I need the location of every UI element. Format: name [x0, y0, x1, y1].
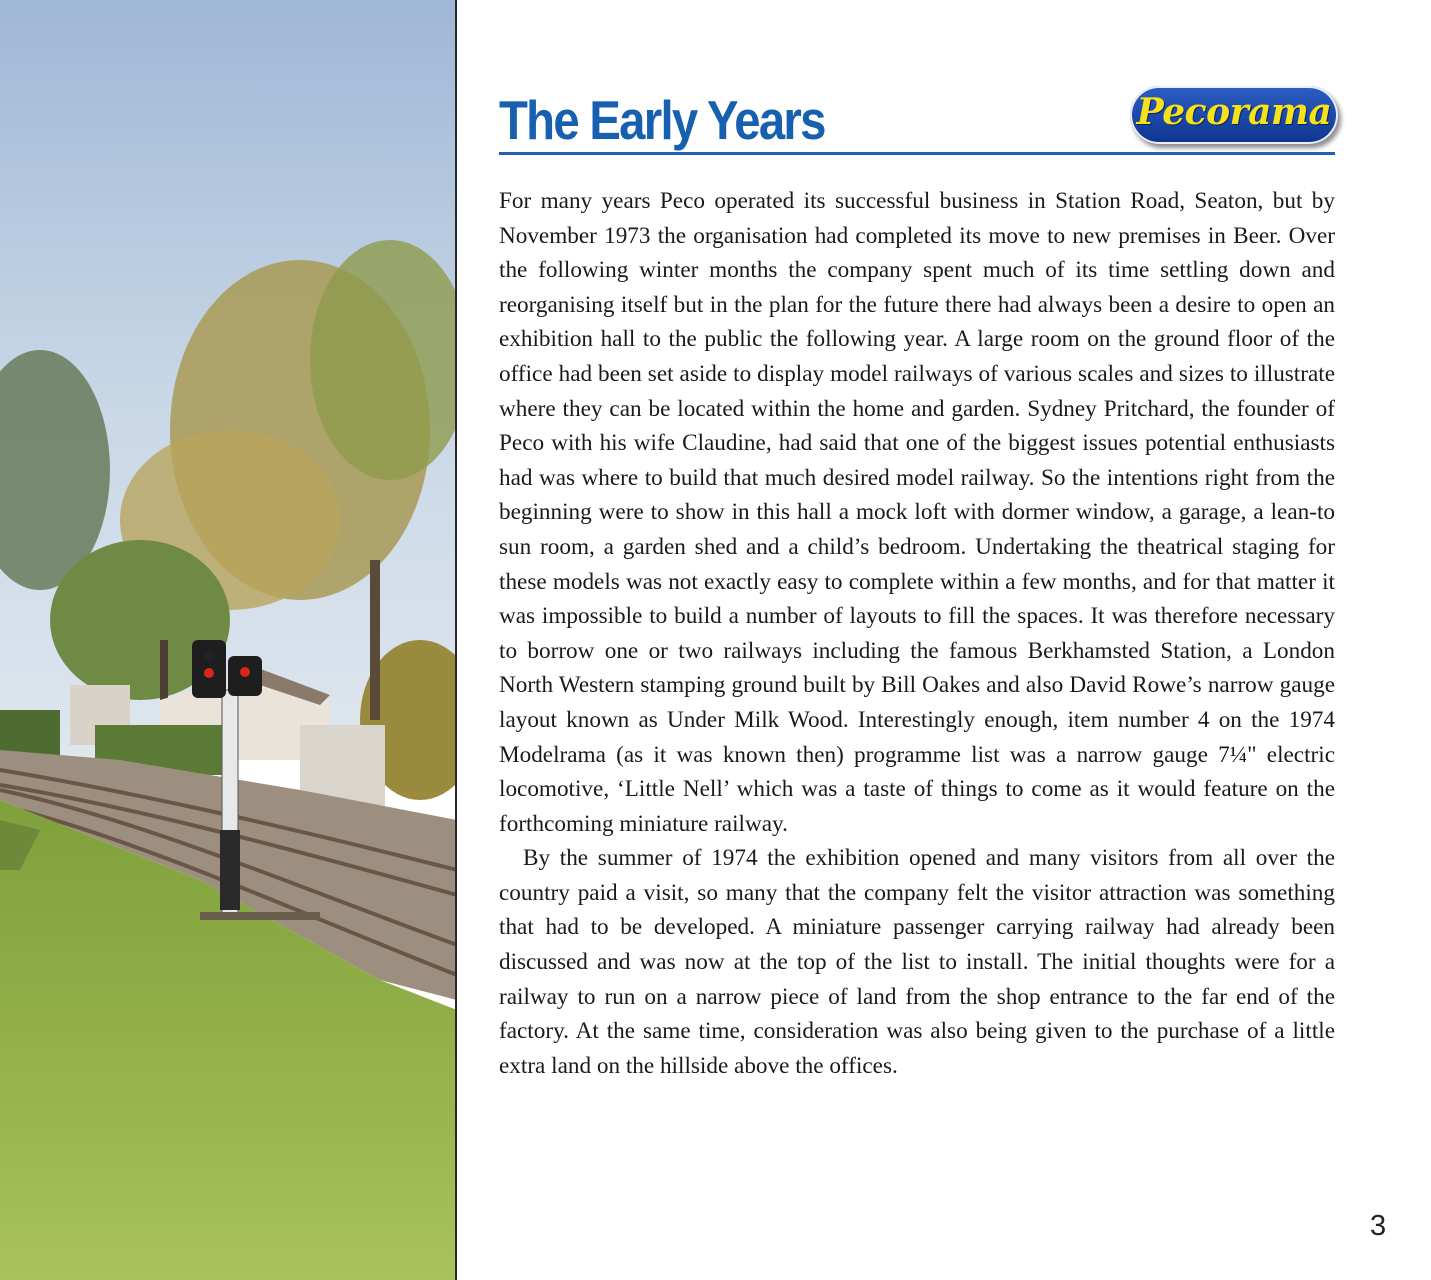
- article-paragraph: By the summer of 1974 the exhibition opened and many visitors from all over the country paid a visit, so many that the company felt the visitor attraction was something that had to be developed. A miniature passenger carrying railway had already been discussed and was now at the top of the list to install. The initial thoughts were for a railway to run on a narrow piece of land from the shop entrance to the far end of the factory. At the same time, consideration was also being given to the purchase of a little extra land on the hillside above the offices.: [499, 845, 1335, 1079]
- logo-text: Pecorama: [1136, 91, 1332, 133]
- title-rule: [499, 152, 1335, 155]
- pecorama-logo: [1130, 86, 1338, 144]
- page-title: The Early Years: [499, 89, 825, 151]
- article-body: [499, 184, 1335, 1083]
- railway-signal-photo: [0, 0, 457, 1280]
- page-number: 3: [1370, 1210, 1387, 1242]
- article-paragraph: For many years Peco operated its successful business in Station Road, Seaton, but by November 1973 the organisation had completed its move to new premises in Beer. Over the following winter months the company spent much of its time settling down and reorganising itself but in the plan for the future there had always been a desire to open an exhibition hall to the public the following year. A large room on the ground floor of the office had been set aside to display model railways of various scales and sizes to illustrate where they can be located within the home and garden. Sydney Pritchard, the founder of Peco with his wife Claudine, had said that one of the biggest issues potential enthusiasts had was where to build that much desired model railway. So the intentions right from the beginning were to show in this hall a mock loft with dormer window, a garage, a lean-to sun room, a garden shed and a child’s bedroom. Undertaking the theatrical staging for these models was not exactly easy to complete within a few months, and for that matter it was impossible to build a number of layouts to fill the spaces. It was therefore necessary to borrow one or two railways including the famous Berkhamsted Station, a London North Western stamping ground built by Bill Oakes and also David Rowe’s narrow gauge layout known as Under Milk Wood. Interestingly enough, item number 4 on the 1974 Modelrama (as it was known then) programme list was a narrow gauge 7¼" electric locomotive, ‘Little Nell’ which was a taste of things to come as it would feature on the forthcoming miniature railway.: [499, 188, 1335, 837]
